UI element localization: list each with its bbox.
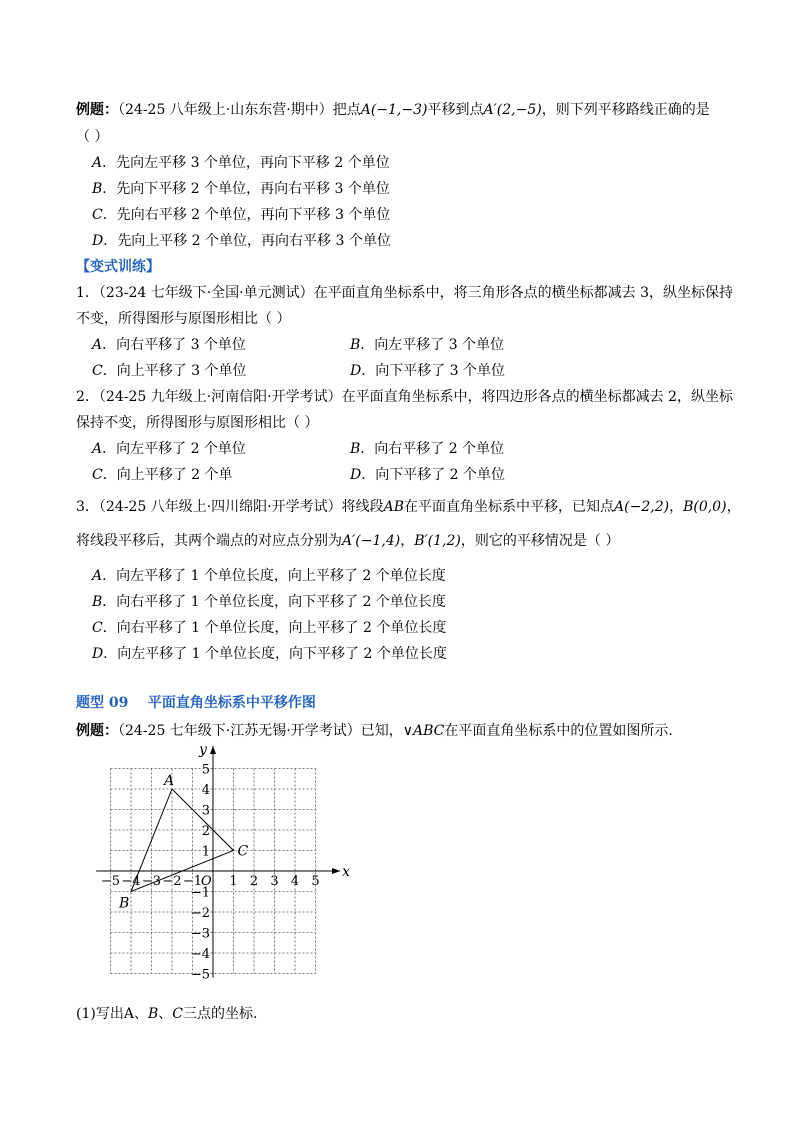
question-text: 把点 [332, 102, 361, 118]
option-text: ．先向左平移 3 个单位，再向下平移 2 个单位 [102, 155, 390, 171]
option-text: ．向右平移了 1 个单位长度，向下平移了 2 个单位长度 [102, 594, 446, 610]
y-tick-label: −3 [190, 926, 210, 942]
question-text: 在平面直角坐标系中的位置如图所示. [444, 723, 673, 739]
q3-option-c [92, 619, 446, 637]
option-d [92, 232, 391, 250]
example-label: 例题： [76, 723, 118, 739]
triangle-shape [118, 773, 249, 912]
point-a: A(−2,2) [614, 499, 670, 515]
point-label-a: A [123, 1006, 134, 1022]
punctuation: 、 [158, 1006, 173, 1022]
coordinate-graph [70, 740, 351, 983]
y-axis-arrow [210, 746, 216, 754]
punctuation: 、 [133, 1006, 148, 1022]
option-letter: C [92, 620, 103, 636]
section-title: 平面直角坐标系中平移作图 [147, 695, 316, 711]
question-number: 3． [76, 499, 99, 515]
option-b [92, 180, 390, 198]
axes [96, 746, 340, 978]
question-source: （24-25 九年级上·河南信阳·开学考试） [98, 389, 342, 405]
option-text: ．向左平移了 3 个单位 [360, 337, 505, 353]
option-text: ．向下平移了 3 个单位 [361, 363, 506, 379]
option-text: ．向左平移了 1 个单位长度，向下平移了 2 个单位长度 [103, 646, 447, 662]
section-label: 题型 09 [76, 695, 129, 711]
y-tick-label: 5 [201, 762, 210, 778]
option-letter: B [350, 337, 361, 353]
punctuation: ， [400, 533, 415, 549]
point-b: B(0,0) [683, 499, 727, 515]
x-tick-label: −4 [121, 874, 141, 889]
q1-option-d [350, 362, 505, 380]
option-letter: A [92, 568, 103, 584]
question-text: 平移到点 [427, 102, 484, 118]
option-text: ．向右平移了 1 个单位长度，向上平移了 2 个单位长度 [102, 620, 447, 636]
q1-option-b [350, 336, 504, 354]
q2-option-b [350, 440, 504, 458]
x-tick-label: 3 [270, 874, 279, 889]
question-text: 将线段平移后，其两个端点的对应点分别为 [76, 533, 342, 549]
option-text: ．向左平移了 2 个单位 [102, 441, 246, 457]
option-text: ．向下平移了 2 个单位 [361, 467, 506, 483]
option-letter: D [350, 467, 362, 483]
option-letter: B [350, 441, 361, 457]
y-axis-label: y [199, 741, 207, 758]
option-letter: C [92, 363, 103, 379]
question-text: ，则下列平移路线正确的是 [541, 102, 710, 118]
point-label-c: C [172, 1006, 183, 1022]
option-a [92, 154, 390, 172]
option-text: ．先向上平移 2 个单位，再向右平移 3 个单位 [103, 233, 391, 249]
punctuation: ， [726, 499, 741, 515]
option-text: ．先向下平移 2 个单位，再向右平移 3 个单位 [102, 181, 390, 197]
q3-line2 [76, 532, 619, 550]
point-b-prime: B′(1,2) [414, 533, 461, 549]
triangle-abc: ∨ABC [402, 723, 445, 739]
section-heading [76, 694, 316, 712]
q2-line2: 保持不变，所得图形与原图形相比（ ） [76, 415, 319, 431]
y-tick-label: −2 [190, 906, 210, 921]
option-text: ．向上平移了 2 个单 [102, 467, 233, 483]
q3-option-a [92, 567, 446, 585]
question-source: （23-24 七年级下·全国·单元测试） [98, 285, 314, 301]
q1-option-c [92, 362, 247, 380]
example1-question [76, 101, 710, 119]
question-number: 1． [76, 285, 99, 301]
punctuation: ， [669, 499, 684, 515]
option-letter: D [92, 233, 104, 249]
option-text: ．向右平移了 3 个单位 [102, 337, 246, 353]
segment-ab: AB [383, 499, 405, 515]
point-label-b: B [147, 1006, 159, 1022]
y-tick-label: −1 [190, 885, 210, 901]
option-text: ．向右平移了 2 个单位 [360, 441, 505, 457]
option-text: ．向上平移了 3 个单位 [102, 363, 247, 379]
question-text: 在平面直角坐标系中，将三角形各点的横坐标都减去 3，纵坐标保持 [313, 285, 733, 301]
option-letter: A [92, 337, 103, 353]
question-source: （24-25 八年级上·山东东营·期中） [118, 102, 333, 118]
option-letter: D [92, 646, 104, 662]
origin-label: O [201, 874, 212, 889]
x-tick-label: −1 [182, 874, 203, 889]
question-number: 2． [76, 389, 99, 405]
example-label: 例题： [76, 102, 118, 118]
question-source: （24-25 八年级上·四川绵阳·开学考试） [98, 499, 342, 515]
vertex-label-a: A [164, 773, 175, 789]
question-text: (1)写出 [76, 1006, 124, 1022]
sub-question-1 [76, 1005, 257, 1023]
y-tick-label: −4 [190, 947, 210, 962]
point-a-prime: A′(−1,4) [342, 533, 401, 549]
q1-option-a [92, 336, 246, 354]
x-tick-label: −2 [162, 874, 182, 889]
y-tick-label: −5 [190, 967, 210, 983]
point-a: A(−1,−3) [360, 102, 428, 118]
q3-option-b [92, 593, 446, 611]
example2-question [76, 722, 673, 740]
option-letter: C [92, 467, 103, 483]
x-tick-label: 5 [311, 874, 320, 889]
tick-labels [101, 763, 320, 983]
option-letter: A [92, 441, 103, 457]
point-a-prime: A′(2,−5) [483, 102, 542, 118]
option-letter: C [92, 207, 103, 223]
option-c [92, 206, 390, 224]
y-tick-label: 1 [201, 844, 210, 860]
x-tick-label: 1 [229, 874, 238, 889]
q1-line2: 不变，所得图形与原图形相比（ ） [76, 311, 291, 327]
x-axis-arrow [332, 868, 340, 874]
question-text: 已知， [360, 723, 403, 739]
q1-line1 [76, 284, 733, 302]
q3-line1 [76, 498, 741, 516]
q2-option-c [92, 466, 233, 484]
option-letter: B [92, 594, 103, 610]
q2-option-d [350, 466, 505, 484]
y-tick-label: 3 [201, 803, 210, 819]
question-text: 在平面直角坐标系中，将四边形各点的横坐标都减去 2，纵坐标 [341, 389, 733, 405]
q3-option-d [92, 645, 447, 663]
x-tick-label: −5 [100, 874, 121, 889]
answer-paren: （ ） [76, 129, 109, 145]
x-tick-label: 4 [290, 874, 300, 889]
x-tick-label: 2 [249, 874, 259, 889]
vertex-label-c: C [237, 843, 249, 860]
option-text: ．向左平移了 1 个单位长度，向上平移了 2 个单位长度 [102, 568, 446, 584]
q2-line1 [76, 388, 733, 406]
option-text: ．先向右平移 2 个单位，再向下平移 3 个单位 [102, 207, 391, 223]
question-source: （24-25 七年级下·江苏无锡·开学考试） [118, 723, 361, 739]
question-text: 三点的坐标. [182, 1006, 258, 1022]
question-text: 将线段 [341, 499, 384, 515]
option-letter: A [92, 155, 103, 171]
question-text: 在平面直角坐标系中平移，已知点 [404, 499, 615, 515]
option-letter: B [92, 181, 103, 197]
x-axis-label: x [342, 864, 351, 880]
variant-training-header: 【变式训练】 [76, 259, 160, 275]
option-letter: D [350, 363, 362, 379]
vertex-label-b: B [119, 895, 130, 912]
question-text: ，则它的平移情况是（ ） [460, 533, 620, 549]
q2-option-a [92, 440, 246, 458]
x-tick-label: −3 [141, 874, 162, 889]
y-tick-label: 2 [201, 824, 210, 839]
y-tick-label: 4 [201, 783, 210, 798]
